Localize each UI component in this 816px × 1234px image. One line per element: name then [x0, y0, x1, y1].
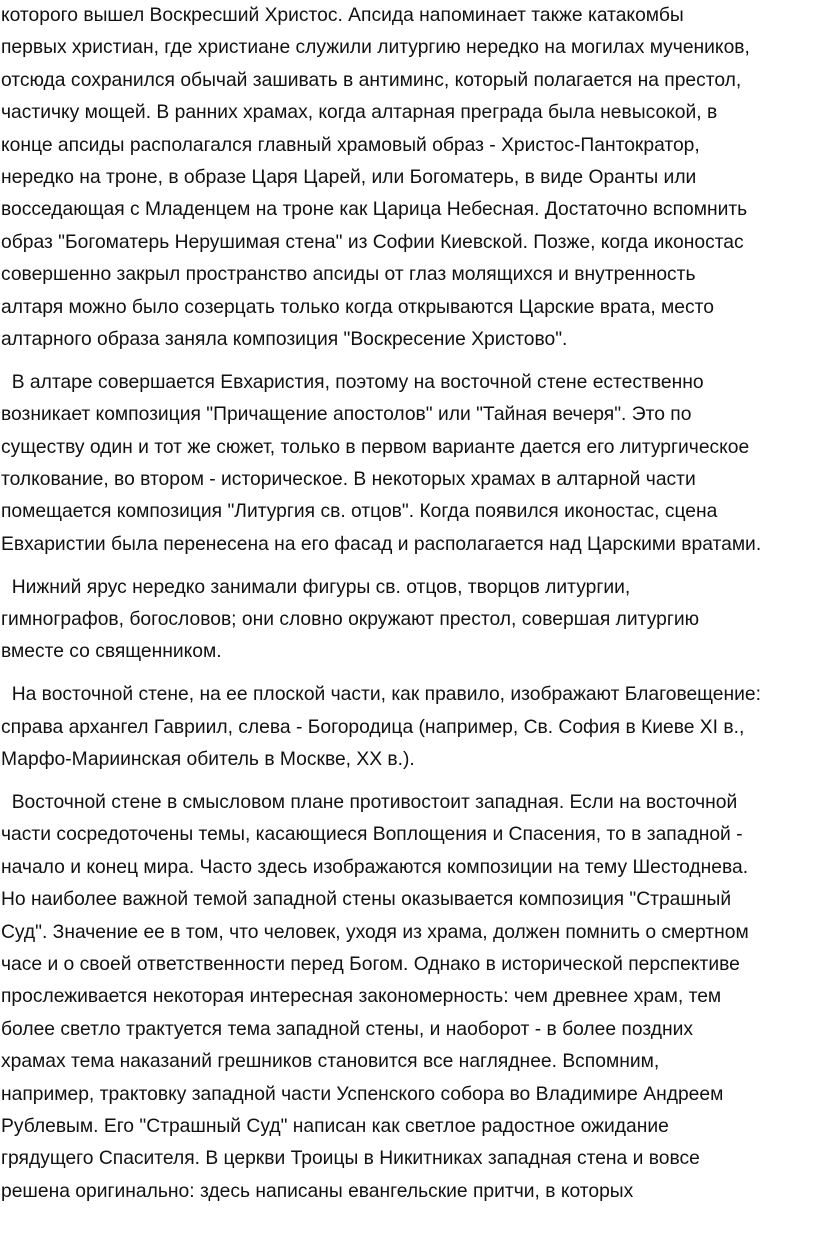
text-line: алтаря можно было созерцать только когда открываются Царские врата, место — [1, 296, 714, 318]
paragraph-eucharist — [1, 367, 812, 561]
text-line: например, трактовку западной части Успенского собора во Владимире Андреем — [1, 1083, 724, 1105]
text-line: Рублевым. Его "Страшный Суд" написан как светлое радостное ожидание — [1, 1115, 669, 1137]
text-line: толкование, во втором - историческое. В некоторых храмах в алтарной части — [1, 468, 696, 490]
text-line: Восточной стене в смысловом плане противостоит западная. Если на восточной — [1, 791, 738, 813]
text-line: существу один и тот же сюжет, только в первом варианте дается его литургическое — [1, 436, 750, 458]
text-line: справа архангел Гавриил, слева - Богородица (например, Св. София в Киеве XI в., — [1, 716, 745, 738]
text-line: возникает композиция "Причащение апостолов" или "Тайная вечеря". Это по — [1, 404, 692, 426]
paragraph-west-wall — [1, 787, 812, 1208]
text-line: В алтаре совершается Евхаристия, поэтому на восточной стене естественно — [1, 371, 704, 393]
text-line: храмах тема наказаний грешников становится все нагляднее. Вспомним, — [1, 1051, 660, 1073]
text-line: прослеживается некоторая интересная закономерность: чем древнее храм, тем — [1, 986, 722, 1008]
text-line: алтарного образа заняла композиция "Воскресение Христово". — [1, 328, 568, 350]
text-line: гимнографов, богословов; они словно окружают престол, совершая литургию — [1, 609, 700, 631]
text-line: часе и о своей ответственности перед Богом. Однако в исторической перспективе — [1, 953, 740, 975]
text-line: грядущего Спасителя. В церкви Троицы в Никитниках западная стена и вовсе — [1, 1148, 700, 1170]
text-line: решена оригинально: здесь написаны евангельские притчи, в которых — [1, 1180, 634, 1202]
text-line: восседающая с Младенцем на троне как Царица Небесная. Достаточно вспомнить — [1, 199, 748, 221]
paragraph-apse — [1, 0, 812, 356]
text-line: Суд". Значение ее в том, что человек, уходя из храма, должен помнить о смертном — [1, 921, 749, 943]
text-line: совершенно закрыл пространство апсиды от глаз молящихся и внутренность — [1, 264, 696, 286]
text-line: помещается композиция "Литургия св. отцов". Когда появился иконостас, сцена — [1, 501, 718, 523]
text-line: конце апсиды располагался главный храмовый образ - Христос-Пантократор, — [1, 134, 700, 156]
text-line: первых христиан, где христиане служили литургию нередко на могилах мучеников, — [1, 37, 750, 59]
text-line: нередко на троне, в образе Царя Царей, или Богоматерь, в виде Оранты или — [1, 166, 697, 188]
text-line: Марфо-Мариинская обитель в Москве, XX в.). — [1, 749, 415, 771]
text-line: отсюда сохранился обычай зашивать в антиминс, который полагается на престол, — [1, 69, 742, 91]
text-line: Но наиболее важной темой западной стены оказывается композиция "Страшный — [1, 889, 732, 911]
text-line: начало и конец мира. Часто здесь изображаются композиции на тему Шестоднева. — [1, 856, 749, 878]
text-line: которого вышел Воскресший Христос. Апсида напоминает также катакомбы — [1, 5, 684, 26]
text-line: На восточной стене, на ее плоской части, как правило, изображают Благовещение: — [1, 684, 761, 706]
paragraph-annunciation — [1, 679, 812, 776]
text-line: частичку мощей. В ранних храмах, когда алтарная преграда была невысокой, в — [1, 102, 718, 124]
text-line: вместе со священником. — [1, 641, 222, 663]
text-line: более светло трактуется тема западной стены, и наоборот - в более поздних — [1, 1018, 694, 1040]
text-line: Евхаристии была перенесена на его фасад и располагается над Царскими вратами. — [1, 533, 762, 555]
text-line: части сосредоточены темы, касающиеся Воплощения и Спасения, то в западной - — [1, 824, 743, 846]
paragraph-lower-tier — [1, 572, 812, 669]
text-line: Нижний ярус нередко занимали фигуры св. отцов, творцов литургии, — [1, 576, 631, 598]
text-line: образ "Богоматерь Нерушимая стена" из Софии Киевской. Позже, когда иконостас — [1, 231, 744, 253]
